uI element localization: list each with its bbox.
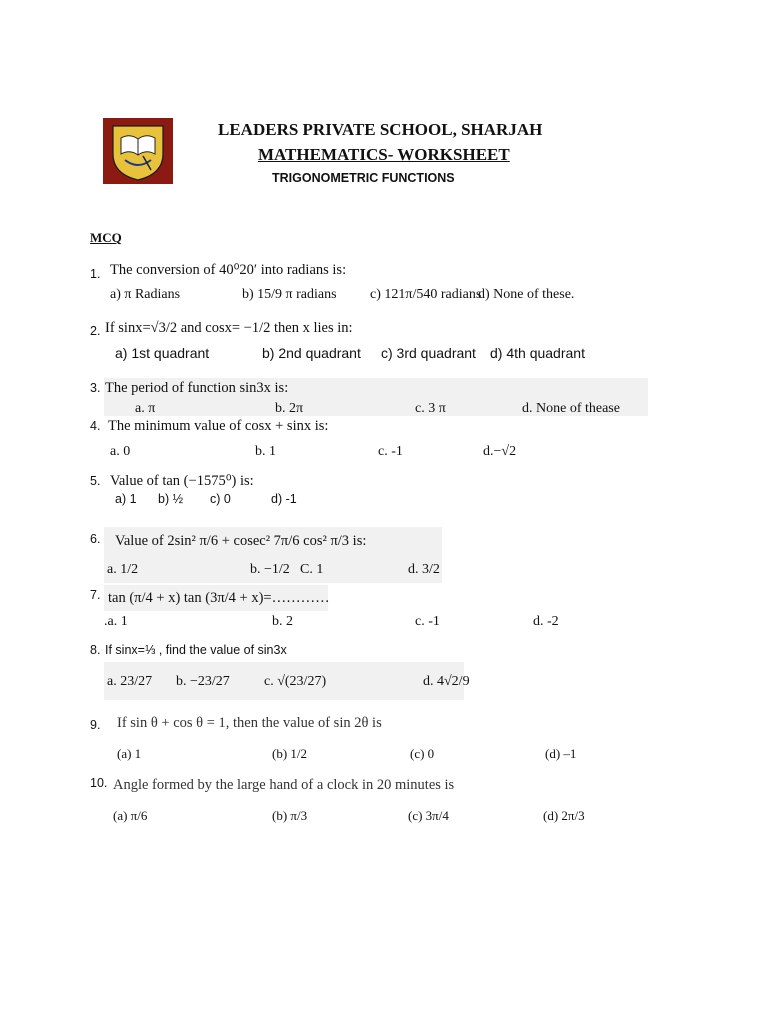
option-a: a. 23/27 — [107, 674, 153, 689]
question-text: If sin θ + cos θ = 1, then the value of sin 2θ is — [117, 715, 382, 731]
question-text: The conversion of 40⁰20′ into radians is: — [110, 262, 347, 278]
option-d: (d) 2π/3 — [543, 808, 585, 823]
option-b: b. 2π — [275, 401, 304, 416]
option-d: d. -2 — [533, 614, 559, 629]
question-text: tan (π/4 + x) tan (3π/4 + x)=………… — [108, 590, 330, 606]
option-c: c. 3 π — [415, 401, 446, 416]
option-d: d) 4th quadrant — [490, 345, 585, 361]
school-logo — [103, 118, 173, 184]
option-a: a. 1/2 — [107, 562, 139, 577]
question-number: 2. — [90, 324, 101, 338]
question-number: 3. — [90, 381, 101, 395]
question-text: Value of 2sin² π/6 + cosec² 7π/6 cos² π/3 is: — [115, 533, 367, 549]
section-heading: MCQ — [90, 230, 122, 245]
question-number: 10. — [90, 776, 108, 790]
option-a: a) 1 — [115, 492, 137, 506]
option-a: a) 1st quadrant — [115, 345, 210, 361]
question-text: If sinx=⅓ , find the value of sin3x — [105, 643, 287, 657]
option-b: b. −1/2 — [250, 562, 290, 577]
option-d: (d) –1 — [545, 746, 577, 761]
question-number: 7. — [90, 588, 101, 602]
option-b: b. 2 — [272, 614, 293, 629]
option-b: b) ½ — [158, 492, 184, 506]
option-c: c) 3rd quadrant — [381, 345, 476, 361]
question-text: Value of tan (−1575⁰) is: — [110, 473, 254, 489]
option-b: (b) π/3 — [272, 808, 308, 823]
question-number: 1. — [90, 267, 101, 281]
option-d: d. 3/2 — [408, 562, 440, 577]
worksheet-topic: TRIGONOMETRIC FUNCTIONS — [272, 171, 455, 185]
question-number: 6. — [90, 532, 101, 546]
option-c: (c) 3π/4 — [408, 808, 449, 823]
option-a: a. 0 — [110, 444, 131, 459]
option-b: b. 1 — [255, 444, 276, 459]
question-text: The minimum value of cosx + sinx is: — [108, 418, 329, 434]
option-b: b) 2nd quadrant — [262, 345, 361, 361]
question-number: 9. — [90, 718, 101, 732]
option-b: b. −23/27 — [176, 674, 230, 689]
question-number: 5. — [90, 474, 101, 488]
option-d: d) -1 — [271, 492, 297, 506]
option-b: (b) 1/2 — [272, 746, 308, 761]
option-c: c) 121π/540 radians — [370, 287, 482, 302]
option-a: .a. 1 — [104, 614, 128, 629]
option-c: C. 1 — [300, 562, 324, 577]
question-text: If sinx=√3/2 and cosx= −1/2 then x lies in: — [105, 320, 353, 336]
question-text: Angle formed by the large hand of a clock in 20 minutes is — [113, 777, 455, 793]
option-c: c) 0 — [210, 492, 231, 506]
option-a: (a) 1 — [117, 746, 142, 761]
option-c: c. -1 — [415, 614, 440, 629]
option-b: b) 15/9 π radians — [242, 287, 337, 302]
option-a: a) π Radians — [110, 287, 181, 302]
school-name: LEADERS PRIVATE SCHOOL, SHARJAH — [218, 120, 543, 139]
option-a: a. π — [135, 401, 156, 416]
question-number: 4. — [90, 419, 101, 433]
option-d: d.−√2 — [483, 444, 517, 459]
option-d: d) None of these. — [478, 287, 575, 302]
worksheet-title: MATHEMATICS- WORKSHEET — [258, 145, 510, 164]
question-text: The period of function sin3x is: — [105, 380, 289, 396]
option-a: (a) π/6 — [113, 808, 148, 823]
option-d: d. 4√2/9 — [423, 674, 470, 689]
option-c: (c) 0 — [410, 746, 435, 761]
question-text: 8. — [90, 643, 101, 657]
option-c: c. -1 — [378, 444, 403, 459]
option-c: c. √(23/27) — [264, 674, 327, 689]
option-d: d. None of thease — [522, 401, 620, 416]
